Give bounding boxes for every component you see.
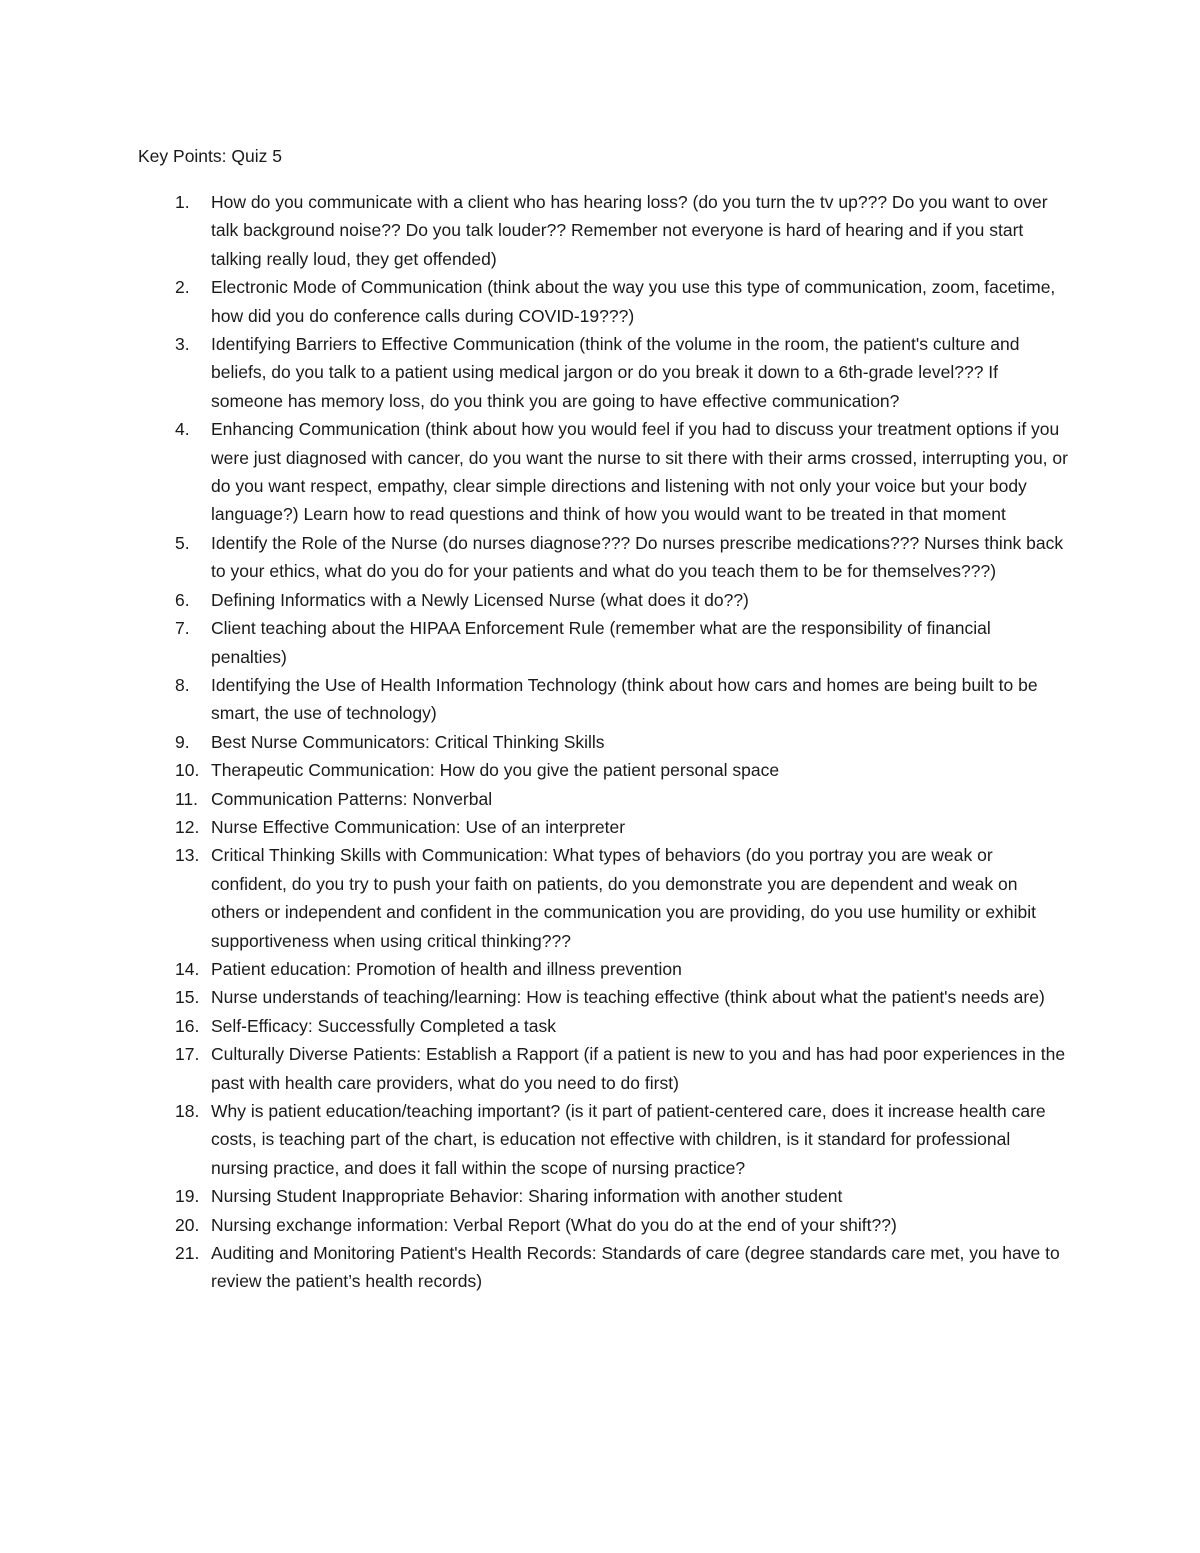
- item-number: 19.: [175, 1186, 200, 1207]
- list-item: [0, 1239, 1200, 1296]
- item-text: Why is patient education/teaching important? (is it part of patient-centered care, does it increase health care costs, is teaching part of the chart, is education not effective with children, is it standard for professional nursing practice, and does it fall within the scope of nursing practice?: [211, 1101, 1046, 1178]
- item-text: Auditing and Monitoring Patient's Health Records: Standards of care (degree standards care met, you have to review the patient’s health records): [211, 1243, 1060, 1292]
- item-number: 7.: [175, 618, 190, 639]
- list-item: [0, 756, 1200, 784]
- list-item: [0, 529, 1200, 586]
- list-item: [0, 273, 1200, 330]
- list-item: [0, 983, 1200, 1011]
- item-text: Nurse Effective Communication: Use of an interpreter: [211, 816, 626, 837]
- item-number: 12.: [175, 816, 200, 837]
- item-text: Client teaching about the HIPAA Enforcement Rule (remember what are the responsibility of financial penalties): [211, 618, 991, 667]
- list-item: [0, 188, 1200, 273]
- item-number: 3.: [175, 334, 190, 355]
- item-number: 20.: [175, 1214, 200, 1235]
- item-number: 15.: [175, 987, 200, 1008]
- list-item: [0, 955, 1200, 983]
- item-text: How do you communicate with a client who has hearing loss? (do you turn the tv up??? Do you want to over talk background noise?? Do you talk louder?? Remember not everyone is hard of hearing and if you start talking really loud, they get offended): [211, 192, 1048, 269]
- list-item: [0, 728, 1200, 756]
- list-item: [0, 586, 1200, 614]
- list-item: [0, 813, 1200, 841]
- list-item: [0, 785, 1200, 813]
- item-number: 13.: [175, 845, 200, 866]
- item-number: 17.: [175, 1044, 200, 1065]
- item-text: Identifying the Use of Health Information Technology (think about how cars and homes are being built to be smart, the use of technology): [211, 674, 1038, 724]
- list-item: [0, 614, 1200, 671]
- item-number: 16.: [175, 1015, 200, 1036]
- key-points-list: [0, 188, 1200, 1296]
- item-text: Defining Informatics with a Newly Licensed Nurse (what does it do??): [211, 589, 749, 610]
- list-item: [0, 1097, 1200, 1182]
- item-number: 1.: [175, 192, 190, 212]
- list-item: [0, 671, 1200, 728]
- item-number: 10.: [175, 760, 200, 781]
- item-text: Communication Patterns: Nonverbal: [211, 788, 493, 809]
- list-item: [0, 415, 1200, 529]
- item-text: Nursing exchange information: Verbal Report (What do you do at the end of your shift??): [211, 1214, 897, 1235]
- list-item: [0, 841, 1200, 955]
- list-item: [0, 1012, 1200, 1040]
- item-text: Enhancing Communication (think about how you would feel if you had to discuss your treatment options if you were just diagnosed with cancer, do you want the nurse to sit there with their arms crossed, interrupting you, or do you want respect, empathy, clear simple directions and listening with not only your voice but your body language?) Learn how to read questions and think of how you would want to be treated in that moment: [211, 419, 1068, 525]
- item-text: Best Nurse Communicators: Critical Thinking Skills: [211, 731, 605, 752]
- item-number: 18.: [175, 1101, 200, 1121]
- item-number: 21.: [175, 1243, 200, 1264]
- item-text: Critical Thinking Skills with Communication: What types of behaviors (do you portray you are weak or confident, do you try to push your faith on patients, do you demonstrate you are dependent and weak on others or independent and confident in the communication you are providing, do you use humility or exhibit supportiveness when using critical thinking???: [211, 845, 1036, 951]
- item-number: 9.: [175, 731, 190, 752]
- document-title: Key Points: Quiz 5: [138, 146, 282, 166]
- item-number: 8.: [175, 674, 190, 695]
- item-text: Nurse understands of teaching/learning: How is teaching effective (think about what the patient's needs are): [211, 987, 1045, 1008]
- item-text: Nursing Student Inappropriate Behavior: Sharing information with another student: [211, 1186, 843, 1207]
- list-item: [0, 330, 1200, 415]
- item-text: Identifying Barriers to Effective Communication (think of the volume in the room, the patient's culture and beliefs, do you talk to a patient using medical jargon or do you break it down to a 6th-grade level??? If someone has memory loss, do you think you are going to have effective communication?: [211, 334, 1020, 411]
- item-text: Self-Efficacy: Successfully Completed a task: [211, 1015, 556, 1036]
- item-number: 2.: [175, 277, 190, 298]
- item-number: 4.: [175, 419, 190, 440]
- item-text: Electronic Mode of Communication (think about the way you use this type of communication, zoom, facetime, how did you do conference calls during COVID-19???): [211, 277, 1056, 326]
- list-item: [0, 1211, 1200, 1239]
- item-text: Therapeutic Communication: How do you give the patient personal space: [211, 760, 780, 781]
- item-number: 6.: [175, 589, 190, 610]
- item-number: 11.: [175, 788, 199, 809]
- list-item: [0, 1182, 1200, 1210]
- item-text: Patient education: Promotion of health and illness prevention: [211, 958, 682, 979]
- item-number: 14.: [175, 958, 200, 979]
- item-text: Identify the Role of the Nurse (do nurses diagnose??? Do nurses prescribe medications??? Nurses think back to your ethics, what do you do for your patients and what do you teach them to be for themselves???): [211, 532, 1064, 582]
- list-item: [0, 1040, 1200, 1097]
- item-number: 5.: [175, 532, 190, 553]
- item-text: Culturally Diverse Patients: Establish a Rapport (if a patient is new to you and has had poor experiences in the past with health care providers, what do you need to do first): [211, 1044, 1066, 1093]
